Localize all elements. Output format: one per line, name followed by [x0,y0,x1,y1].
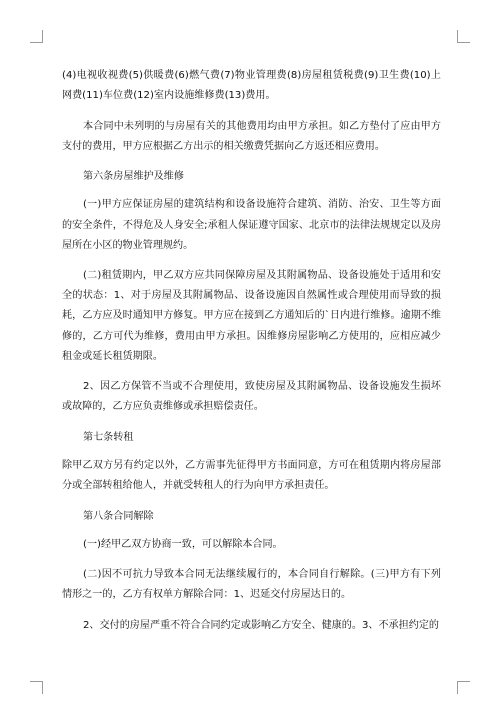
fee-list-paragraph: (4)电视收视费(5)供暖费(6)燃气费(7)物业管理费(8)房屋租赁税费(9)卫生费(10)上网费(11)车位费(12)室内设施维修费(13)费用。 [62,70,441,102]
clause-6-1: (一)甲方应保证房屋的建筑结构和设备设施符合建筑、消防、治安、卫生等方面的安全条件，不得危及人身安全;承租人保证遵守国家、北京市的法律法规规定以及房屋所在小区的物业管理规约。 [62,199,441,251]
section-heading-8: 第八条合同解除 [83,510,154,522]
document-body [62,66,441,647]
other-fees-paragraph: 本合同中未列明的与房屋有关的其他费用均由甲方承担。如乙方垫付了应由甲方支付的费用，甲方应根据乙方出示的相关缴费凭据向乙方返还相应费用。 [62,120,441,152]
crop-mark-bottom-right [457,681,470,694]
clause-8-2: (二)因不可抗力导致本合同无法继续履行的，本合同自行解除。(三)甲方有下列情形之一的，乙方有权单方解除合同：1、迟延交付房屋达日的。 [62,569,441,601]
crop-mark-top-right [457,30,470,43]
crop-mark-top-left [30,30,43,43]
clause-6-2: (二)租赁期内，甲乙双方应共同保障房屋及其附属物品、设备设施处于适用和安全的状态：1、对于房屋及其附属物品、设备设施因自然属性或合理使用而导致的损耗，乙方应及时通知甲方修复。甲方应在接到乙方通知后的`日内进行维修。逾期不维修的，乙方可代为维修，费用由甲方承担。因维修房屋影响乙方使用的，应相应减少租金或延长租赁期限。 [62,270,441,362]
clause-7: 除甲乙双方另有约定以外，乙方需事先征得甲方书面同意，方可在租赁期内将房屋部分或全部转租给他人，并就受转租人的行为向甲方承担责任。 [62,460,441,492]
crop-mark-bottom-left [30,681,43,694]
clause-6-2-item-2: 2、因乙方保管不当或不合理使用，致使房屋及其附属物品、设备设施发生损坏或故障的，乙方应负责维修或承担赔偿责任。 [62,381,441,413]
clause-8-3-items: 2、交付的房屋严重不符合合同约定或影响乙方安全、健康的。3、不承担约定的 [83,620,440,632]
clause-8-1: (一)经甲乙双方协商一致，可以解除本合同。 [83,538,283,550]
section-heading-6: 第六条房屋维护及维修 [83,171,184,183]
section-heading-7: 第七条转租 [83,431,134,443]
